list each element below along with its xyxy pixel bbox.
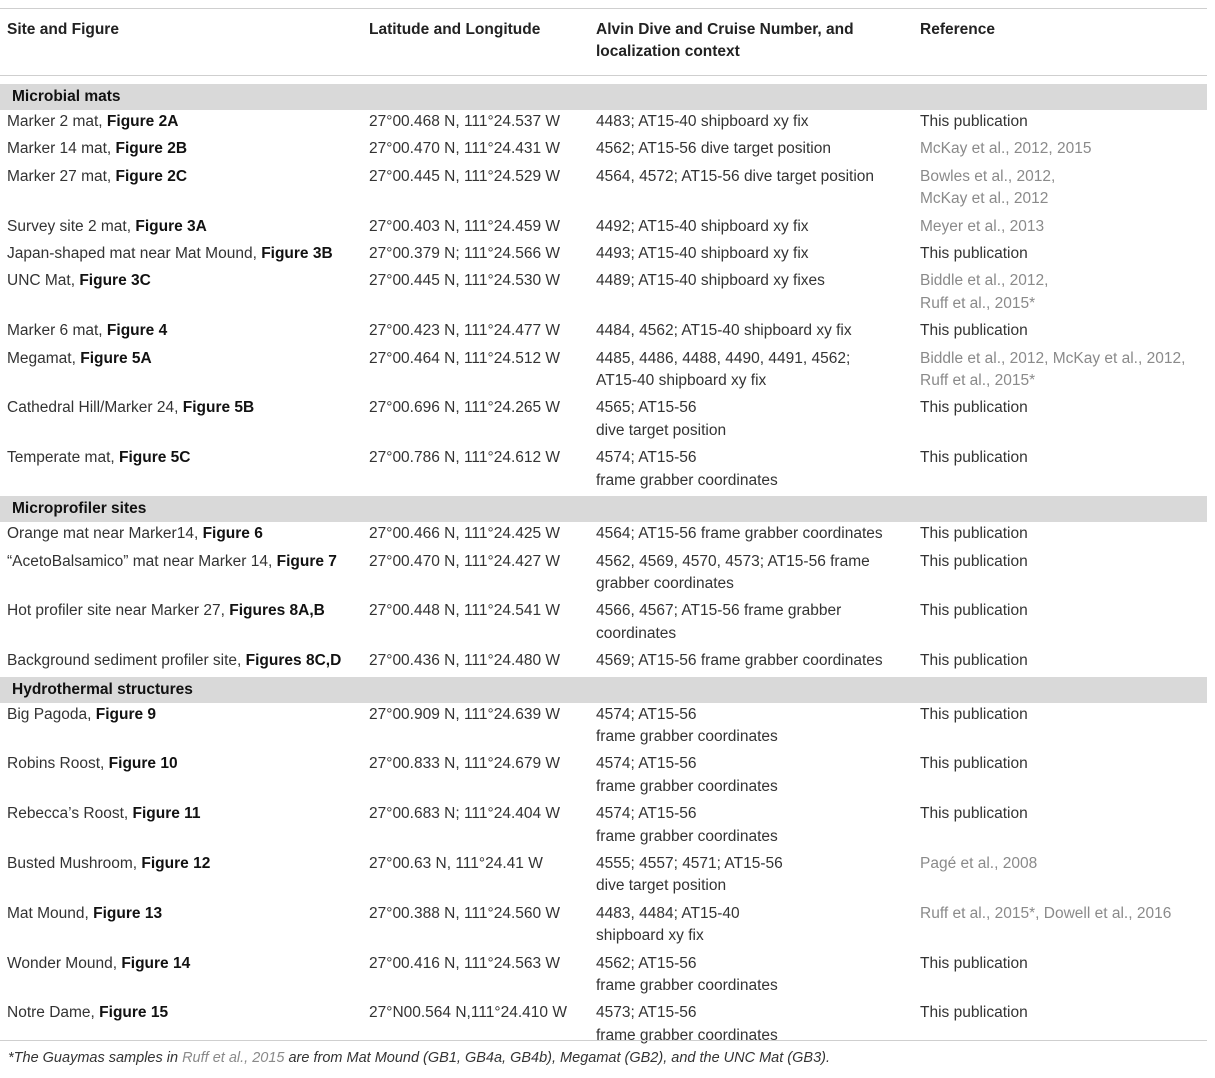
site-cell — [0, 137, 362, 164]
site-name: Marker 27 mat, — [7, 167, 116, 185]
table-row — [0, 802, 1207, 852]
site-cell — [0, 852, 362, 902]
section-header — [0, 496, 1207, 522]
coordinates-cell: 27°00.468 N, 111°24.537 W — [369, 113, 561, 130]
site-name: Big Pagoda, — [7, 705, 96, 723]
figure-link[interactable]: Figure 10 — [108, 755, 178, 773]
site-name: Hot profiler site near Marker 27, — [7, 602, 230, 620]
figure-link[interactable]: Figure 4 — [106, 322, 168, 340]
table-row — [0, 649, 1207, 676]
alvin-cell: 4484, 4562; AT15-40 shipboard xy fix — [596, 322, 852, 340]
alvin-cell: 4574; AT15-56 frame grabber coordinates — [596, 449, 778, 489]
site-cell — [0, 599, 362, 649]
table-row — [0, 599, 1207, 649]
site-name: Marker 14 mat, — [7, 140, 116, 158]
table-row — [0, 242, 1207, 269]
section-header — [0, 677, 1207, 703]
table-row — [0, 752, 1207, 802]
site-name: Survey site 2 mat, — [7, 217, 136, 235]
footnote-post: are from Mat Mound (GB1, GB4a, GB4b), Megamat (GB2), and the UNC Mat (GB3). — [284, 1050, 831, 1066]
site-cell — [0, 269, 362, 319]
reference-cell: This publication — [920, 805, 1028, 823]
reference-cell: This publication — [920, 954, 1028, 972]
figure-link[interactable]: Figure 3B — [261, 245, 333, 263]
coordinates-cell: 27°00.445 N, 111°24.529 W — [369, 167, 561, 185]
site-name: Wonder Mound, — [7, 954, 122, 972]
header-alvin: Alvin Dive and Cruise Number, and localization context — [589, 9, 913, 76]
figure-link[interactable]: Figure 3A — [135, 217, 207, 235]
footnote — [8, 1050, 830, 1066]
alvin-cell: 4564; AT15-56 frame grabber coordinates — [596, 525, 883, 543]
figure-link[interactable]: Figure 2A — [106, 113, 179, 130]
site-cell — [0, 215, 362, 242]
table-row — [0, 703, 1207, 753]
reference-cell: This publication — [920, 525, 1028, 543]
table-body — [0, 76, 1207, 1052]
figure-link[interactable]: Figure 5A — [80, 349, 152, 367]
site-name: UNC Mat, — [7, 272, 80, 290]
coordinates-cell: 27°00.423 N, 111°24.477 W — [369, 322, 561, 340]
table-bottom-rule — [0, 1040, 1207, 1041]
footnote-link[interactable]: Ruff et al., 2015 — [182, 1050, 285, 1066]
table-row — [0, 165, 1207, 215]
figure-link[interactable]: Figure 2C — [115, 167, 188, 185]
site-cell — [0, 550, 362, 600]
site-name: Busted Mushroom, — [7, 854, 142, 872]
site-name: Japan-shaped mat near Mat Mound, — [7, 245, 262, 263]
header-site: Site and Figure — [0, 9, 362, 76]
reference-cell: This publication — [920, 449, 1028, 467]
header-reference: Reference — [913, 9, 1207, 76]
footnote-pre: *The Guaymas samples in — [8, 1050, 183, 1066]
alvin-cell: 4562; AT15-56 frame grabber coordinates — [596, 954, 778, 994]
figure-link[interactable]: Figure 15 — [99, 1004, 169, 1022]
reference-cell: This publication — [920, 602, 1028, 620]
alvin-cell: 4574; AT15-56 frame grabber coordinates — [596, 755, 778, 795]
site-name: Cathedral Hill/Marker 24, — [7, 399, 183, 417]
alvin-cell: 4555; 4557; 4571; AT15-56 dive target position — [596, 854, 783, 895]
site-name: Marker 6 mat, — [7, 322, 107, 340]
site-cell — [0, 446, 362, 496]
reference-cell: This publication — [920, 322, 1028, 340]
coordinates-cell: 27°00.683 N; 111°24.404 W — [369, 805, 561, 823]
alvin-cell: 4565; AT15-56 dive target position — [596, 399, 727, 439]
coordinates-cell: 27°00.416 N, 111°24.563 W — [369, 954, 561, 972]
coordinates-cell: 27°00.436 N, 111°24.480 W — [369, 652, 561, 670]
coordinates-cell: 27°N00.564 N,111°24.410 W — [369, 1004, 567, 1022]
site-cell — [0, 396, 362, 446]
figure-link[interactable]: Figures 8A,B — [229, 602, 325, 620]
figure-link[interactable]: Figure 13 — [93, 904, 163, 922]
table-row — [0, 902, 1207, 952]
reference-cell: This publication — [920, 399, 1028, 417]
figure-link[interactable]: Figure 7 — [276, 552, 337, 570]
site-table — [0, 8, 1207, 1051]
site-cell — [0, 319, 362, 346]
site-cell — [0, 522, 362, 549]
figure-link[interactable]: Figure 14 — [121, 954, 191, 972]
reference-cell: This publication — [920, 705, 1028, 723]
section-header — [0, 84, 1207, 110]
table-row — [0, 347, 1207, 397]
coordinates-cell: 27°00.379 N; 111°24.566 W — [369, 245, 561, 263]
site-cell — [0, 649, 362, 676]
site-name: Rebecca’s Roost, — [7, 805, 133, 823]
alvin-cell: 4492; AT15-40 shipboard xy fix — [596, 217, 809, 235]
reference-cell[interactable]: Ruff et al., 2015*, Dowell et al., 2016 — [920, 904, 1172, 922]
coordinates-cell: 27°00.388 N, 111°24.560 W — [369, 904, 561, 922]
coordinates-cell: 27°00.445 N, 111°24.530 W — [369, 272, 561, 290]
reference-cell[interactable]: Biddle et al., 2012, Ruff et al., 2015* — [920, 272, 1049, 312]
coordinates-cell: 27°00.466 N, 111°24.425 W — [369, 525, 561, 543]
site-cell — [0, 752, 362, 802]
alvin-cell: 4574; AT15-56 frame grabber coordinates — [596, 805, 778, 845]
table-row — [0, 269, 1207, 319]
alvin-cell: 4564, 4572; AT15-56 dive target position — [596, 167, 875, 185]
coordinates-cell: 27°00.464 N, 111°24.512 W — [369, 349, 561, 367]
reference-cell: This publication — [920, 552, 1028, 570]
site-cell — [0, 802, 362, 852]
header-coordinates: Latitude and Longitude — [362, 9, 589, 76]
figure-link[interactable]: Figure 11 — [132, 805, 201, 823]
reference-cell[interactable]: McKay et al., 2012, 2015 — [920, 140, 1092, 158]
site-name: Mat Mound, — [7, 904, 94, 922]
section-title: Hydrothermal structures — [0, 677, 1207, 703]
coordinates-cell: 27°00.448 N, 111°24.541 W — [369, 602, 561, 620]
reference-cell[interactable]: Bowles et al., 2012, McKay et al., 2012 — [920, 167, 1056, 208]
coordinates-cell: 27°00.403 N, 111°24.459 W — [369, 217, 561, 235]
alvin-cell: 4569; AT15-56 frame grabber coordinates — [596, 652, 883, 670]
site-cell — [0, 703, 362, 753]
alvin-cell: 4562, 4569, 4570, 4573; AT15-56 frame grabber coordinates — [596, 552, 870, 592]
reference-cell[interactable]: Meyer et al., 2013 — [920, 217, 1045, 235]
section-title: Microprofiler sites — [0, 496, 1207, 522]
site-cell — [0, 952, 362, 1002]
site-name: Orange mat near Marker14, — [7, 525, 203, 543]
table-header — [0, 9, 1207, 76]
reference-cell: This publication — [920, 1004, 1028, 1022]
table-row — [0, 1001, 1207, 1051]
alvin-cell: 4483; AT15-40 shipboard xy fix — [596, 113, 809, 130]
table-row — [0, 522, 1207, 549]
figure-link[interactable]: Figure 12 — [141, 854, 211, 872]
alvin-cell: 4493; AT15-40 shipboard xy fix — [596, 245, 809, 263]
figure-link[interactable]: Figure 3C — [79, 272, 151, 290]
coordinates-cell: 27°00.696 N, 111°24.265 W — [369, 399, 561, 417]
alvin-cell: 4574; AT15-56 frame grabber coordinates — [596, 705, 778, 745]
site-name: Robins Roost, — [7, 755, 109, 773]
table-row — [0, 852, 1207, 902]
header-spacer — [0, 76, 1207, 85]
site-cell — [0, 347, 362, 397]
coordinates-cell: 27°00.833 N, 111°24.679 W — [369, 755, 561, 773]
reference-cell: This publication — [920, 755, 1028, 773]
site-name: Marker 2 mat, — [7, 113, 107, 130]
reference-cell: This publication — [920, 245, 1028, 263]
coordinates-cell: 27°00.470 N, 111°24.427 W — [369, 552, 561, 570]
reference-cell: This publication — [920, 652, 1028, 670]
site-name: Notre Dame, — [7, 1004, 100, 1022]
coordinates-cell: 27°00.470 N, 111°24.431 W — [369, 140, 561, 158]
site-cell — [0, 902, 362, 952]
section-title: Microbial mats — [0, 84, 1207, 110]
figure-link[interactable]: Figure 5B — [182, 399, 255, 417]
figure-link[interactable]: Figures 8C,D — [245, 652, 342, 670]
site-name: Temperate mat, — [7, 449, 119, 467]
alvin-cell: 4489; AT15-40 shipboard xy fixes — [596, 272, 825, 290]
table-row — [0, 952, 1207, 1002]
reference-cell[interactable]: Pagé et al., 2008 — [920, 854, 1038, 872]
site-name: “AcetoBalsamico” mat near Marker 14, — [7, 552, 277, 570]
alvin-cell: 4483, 4484; AT15-40 shipboard xy fix — [596, 904, 740, 945]
coordinates-cell: 27°00.909 N, 111°24.639 W — [369, 705, 561, 723]
table-row — [0, 550, 1207, 600]
figure-link[interactable]: Figure 6 — [202, 525, 263, 543]
table-row — [0, 137, 1207, 164]
alvin-cell: 4485, 4486, 4488, 4490, 4491, 4562; AT15-40 shipboard xy fix — [596, 349, 851, 390]
site-cell — [0, 110, 362, 137]
site-name: Megamat, — [7, 349, 81, 367]
site-cell — [0, 242, 362, 269]
coordinates-cell: 27°00.786 N, 111°24.612 W — [369, 449, 561, 467]
alvin-cell: 4573; AT15-56 frame grabber coordinates — [596, 1004, 778, 1044]
table-row — [0, 446, 1207, 496]
table-row — [0, 215, 1207, 242]
table-row — [0, 396, 1207, 446]
reference-cell[interactable]: Biddle et al., 2012, McKay et al., 2012, Ruff et al., 2015* — [920, 349, 1186, 390]
table-row — [0, 110, 1207, 137]
reference-cell: This publication — [920, 113, 1028, 130]
site-name: Background sediment profiler site, — [7, 652, 246, 670]
figure-link[interactable]: Figure 9 — [95, 705, 157, 723]
alvin-cell: 4562; AT15-56 dive target position — [596, 140, 831, 158]
site-cell — [0, 1001, 362, 1051]
coordinates-cell: 27°00.63 N, 111°24.41 W — [369, 854, 543, 872]
figure-link[interactable]: Figure 2B — [115, 140, 188, 158]
alvin-cell: 4566, 4567; AT15-56 frame grabber coordinates — [596, 602, 842, 642]
table-row — [0, 319, 1207, 346]
figure-link[interactable]: Figure 5C — [119, 449, 191, 467]
site-cell — [0, 165, 362, 215]
